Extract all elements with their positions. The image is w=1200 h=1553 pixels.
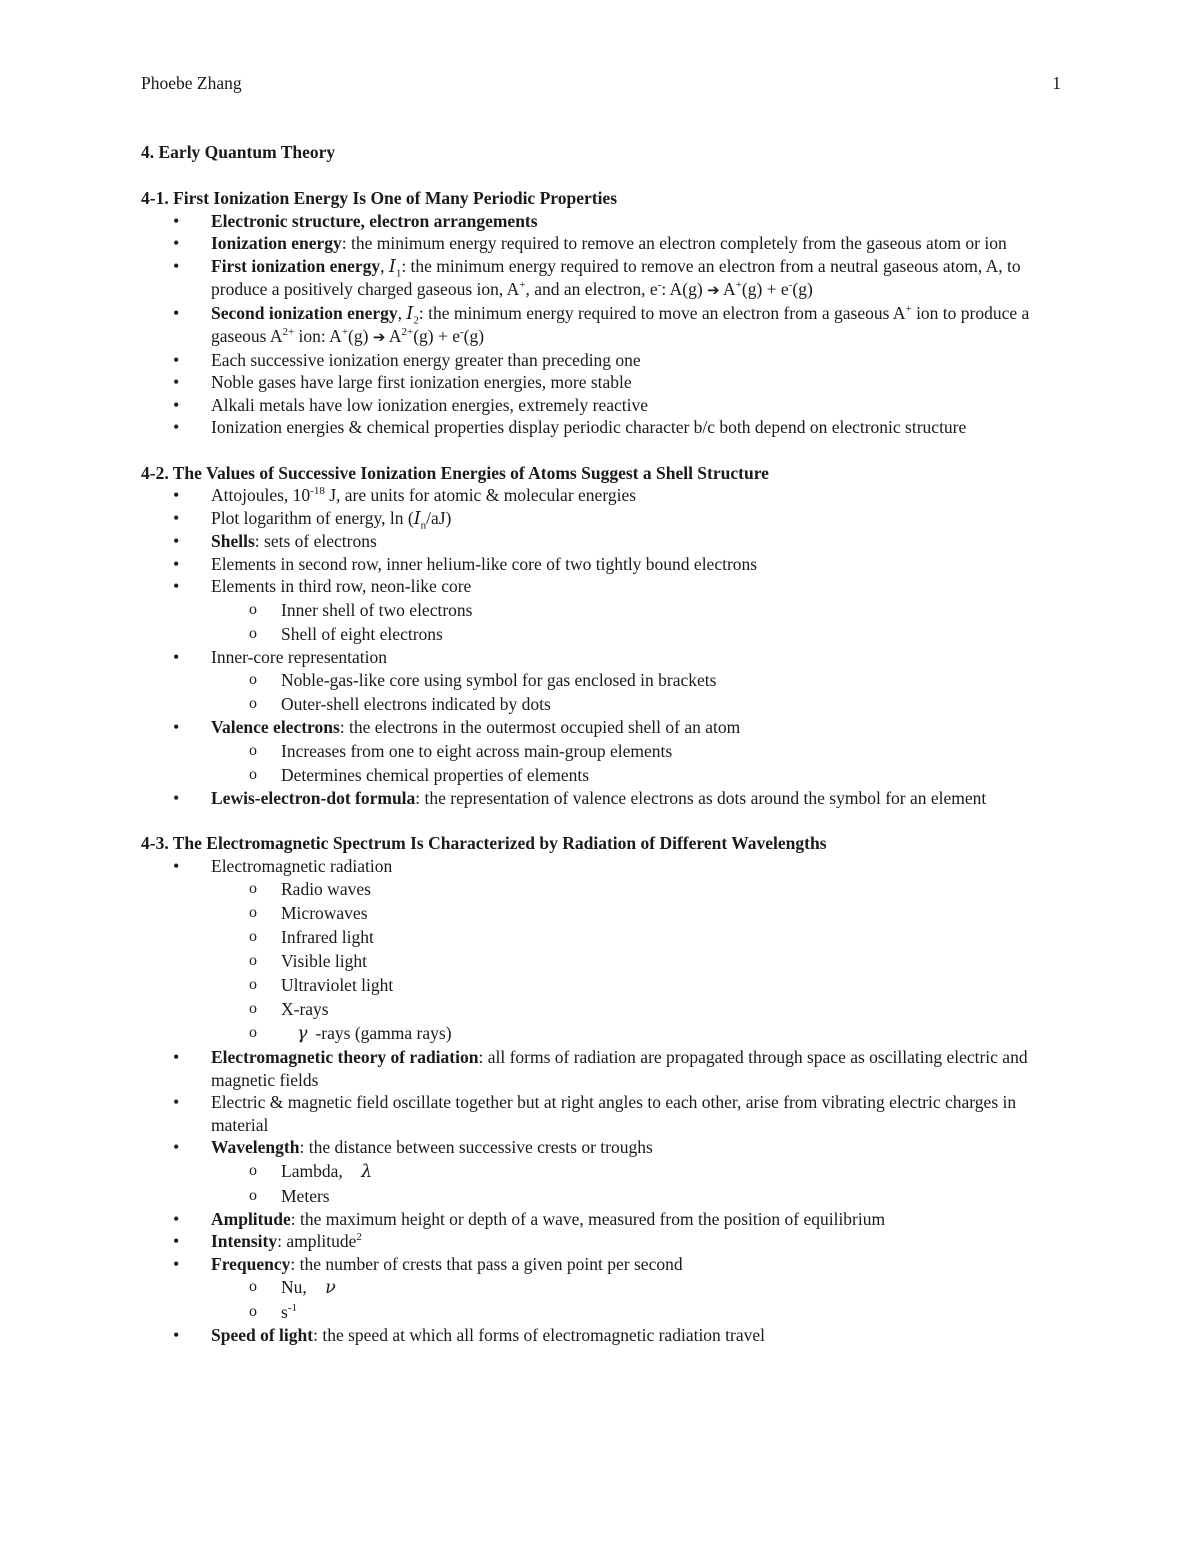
document-page: [141, 70, 1061, 1347]
list-item: • Second ionization energy, $I_2$: the minimum energy required to move an electron from a gaseous A+ ion to produce a gaseous $A^{2+}$ ion: A+(g) ➔ $A^{2+}(g) + e^-(g)$: [141, 302, 1061, 349]
list-item: • Speed of light: the speed at which all forms of electromagnetic radiation travel: [141, 1324, 1061, 1347]
section-heading-4-1: 4-1. First Ionization Energy Is One of Many Periodic Properties: [141, 188, 618, 208]
sub-list-item: o Nu, ν: [211, 1275, 1061, 1300]
section-4-2-list: [141, 484, 1061, 809]
list-item: • Noble gases have large first ionization energies, more stable: [141, 371, 1061, 394]
section-heading-4-2: 4-2. The Values of Successive Ionization Energies of Atoms Suggest a Shell Structure: [141, 462, 769, 483]
list-item: • Elements in second row, inner helium-like core of two tightly bound electrons: [141, 553, 1061, 576]
sub-list: [211, 739, 1061, 787]
lambda-symbol: λ: [361, 1161, 373, 1182]
sub-list-item: o Shell of eight electrons: [211, 622, 1061, 646]
list-item: • Electromagnetic theory of radiation: all forms of radiation are propagated through space as oscillating electric and magnetic fields: [141, 1046, 1061, 1091]
list-item: • Intensity: amplitude$^2$: [141, 1230, 1061, 1253]
gamma-symbol: γ: [297, 1024, 308, 1044]
list-item: • Amplitude: the maximum height or depth of a wave, measured from the position of equilibrium: [141, 1208, 1061, 1231]
nu-symbol: ν: [325, 1278, 336, 1298]
list-item: • Elements in third row, neon-like core o Inner shell of two electrons o Shell of eight electrons: [141, 575, 1061, 646]
list-item: • Ionization energies & chemical properties display periodic character b/c both depend on electronic structure: [141, 416, 1061, 439]
list-item: • Electric & magnetic field oscillate together but at right angles to each other, arise from vibrating electric charges in material: [141, 1091, 1061, 1136]
sub-list-item: o Determines chemical properties of elements: [211, 763, 1061, 787]
sub-list-item: o Outer-shell electrons indicated by dots: [211, 692, 1061, 716]
sub-list-item: o Lambda, λ: [211, 1159, 1061, 1184]
arrow-icon: ➔: [372, 328, 386, 346]
arrow-icon: ➔: [707, 281, 720, 299]
section-heading-4-3: 4-3. The Electromagnetic Spectrum Is Characterized by Radiation of Different Wavelengths: [141, 833, 827, 853]
list-item: • Shells: sets of electrons: [141, 530, 1061, 553]
section-4-1-list: [141, 210, 1061, 439]
sub-list: [211, 598, 1061, 646]
sub-list-item: o Increases from one to eight across main-group elements: [211, 739, 1061, 763]
sub-list-item: o Visible light: [211, 949, 1061, 973]
sub-list-item: o Infrared light: [211, 925, 1061, 949]
sub-list-item: o Microwaves: [211, 901, 1061, 925]
list-item: • Inner-core representation o Noble-gas-like core using symbol for gas enclosed in brackets o Outer-shell electrons indicated by dots: [141, 646, 1061, 717]
author-name: Phoebe Zhang: [141, 73, 242, 93]
page-number: 1: [1052, 73, 1061, 93]
sub-list-item: o X-rays: [211, 997, 1061, 1021]
list-item: • Electromagnetic radiation o Radio waves o Microwaves o Infrared light o Visible light o Ultraviolet light o X-rays o γ -rays (gamma rays): [141, 855, 1061, 1047]
sub-list-item: o Radio waves: [211, 877, 1061, 901]
sub-list-item: o γ -rays (gamma rays): [211, 1021, 1061, 1046]
sub-list-item: o Ultraviolet light: [211, 973, 1061, 997]
list-item: • Wavelength: the distance between successive crests or troughs o Lambda, λ o Meters: [141, 1136, 1061, 1208]
list-item: • Valence electrons: the electrons in the outermost occupied shell of an atom o Increases from one to eight across main-group elements o Determines chemical properties of elements: [141, 716, 1061, 787]
list-item: • Attojoules, $10^{-18}$ J, are units for atomic & molecular energies: [141, 484, 1061, 507]
sub-list-item: o $s^{-1}$: [211, 1300, 1061, 1324]
section-4-3-list: [141, 855, 1061, 1347]
sub-list: [211, 1159, 1061, 1208]
sub-list-item: o Inner shell of two electrons: [211, 598, 1061, 622]
list-item: • Plot logarithm of energy, $\ln (I_n/aJ)$: [141, 507, 1061, 531]
sub-list: [211, 1275, 1061, 1324]
list-item: • Lewis-electron-dot formula: the representation of valence electrons as dots around the symbol for an element: [141, 787, 1061, 810]
page-header: [141, 70, 1061, 96]
chapter-title: 4. Early Quantum Theory: [141, 142, 336, 162]
sub-list-item: o Noble-gas-like core using symbol for gas enclosed in brackets: [211, 668, 1061, 692]
list-item: • Each successive ionization energy greater than preceding one: [141, 349, 1061, 372]
sub-list: [211, 877, 1061, 1046]
list-item: • Ionization energy: the minimum energy required to remove an electron completely from the gaseous atom or ion: [141, 232, 1061, 255]
list-item: • Alkali metals have low ionization energies, extremely reactive: [141, 394, 1061, 417]
list-item: • Electronic structure, electron arrangements: [141, 210, 1061, 233]
list-item: • First ionization energy, $I_1$: the minimum energy required to remove an electron from a neutral gaseous atom, A, to produce a positively charged gaseous ion, A+, and an electron, e-: A(g) ➔ A+(g) + e-(g): [141, 255, 1061, 302]
list-item: • Frequency: the number of crests that pass a given point per second o Nu, ν o $s^{-1}$: [141, 1253, 1061, 1325]
sub-list: [211, 668, 1061, 716]
sub-list-item: o Meters: [211, 1184, 1061, 1208]
